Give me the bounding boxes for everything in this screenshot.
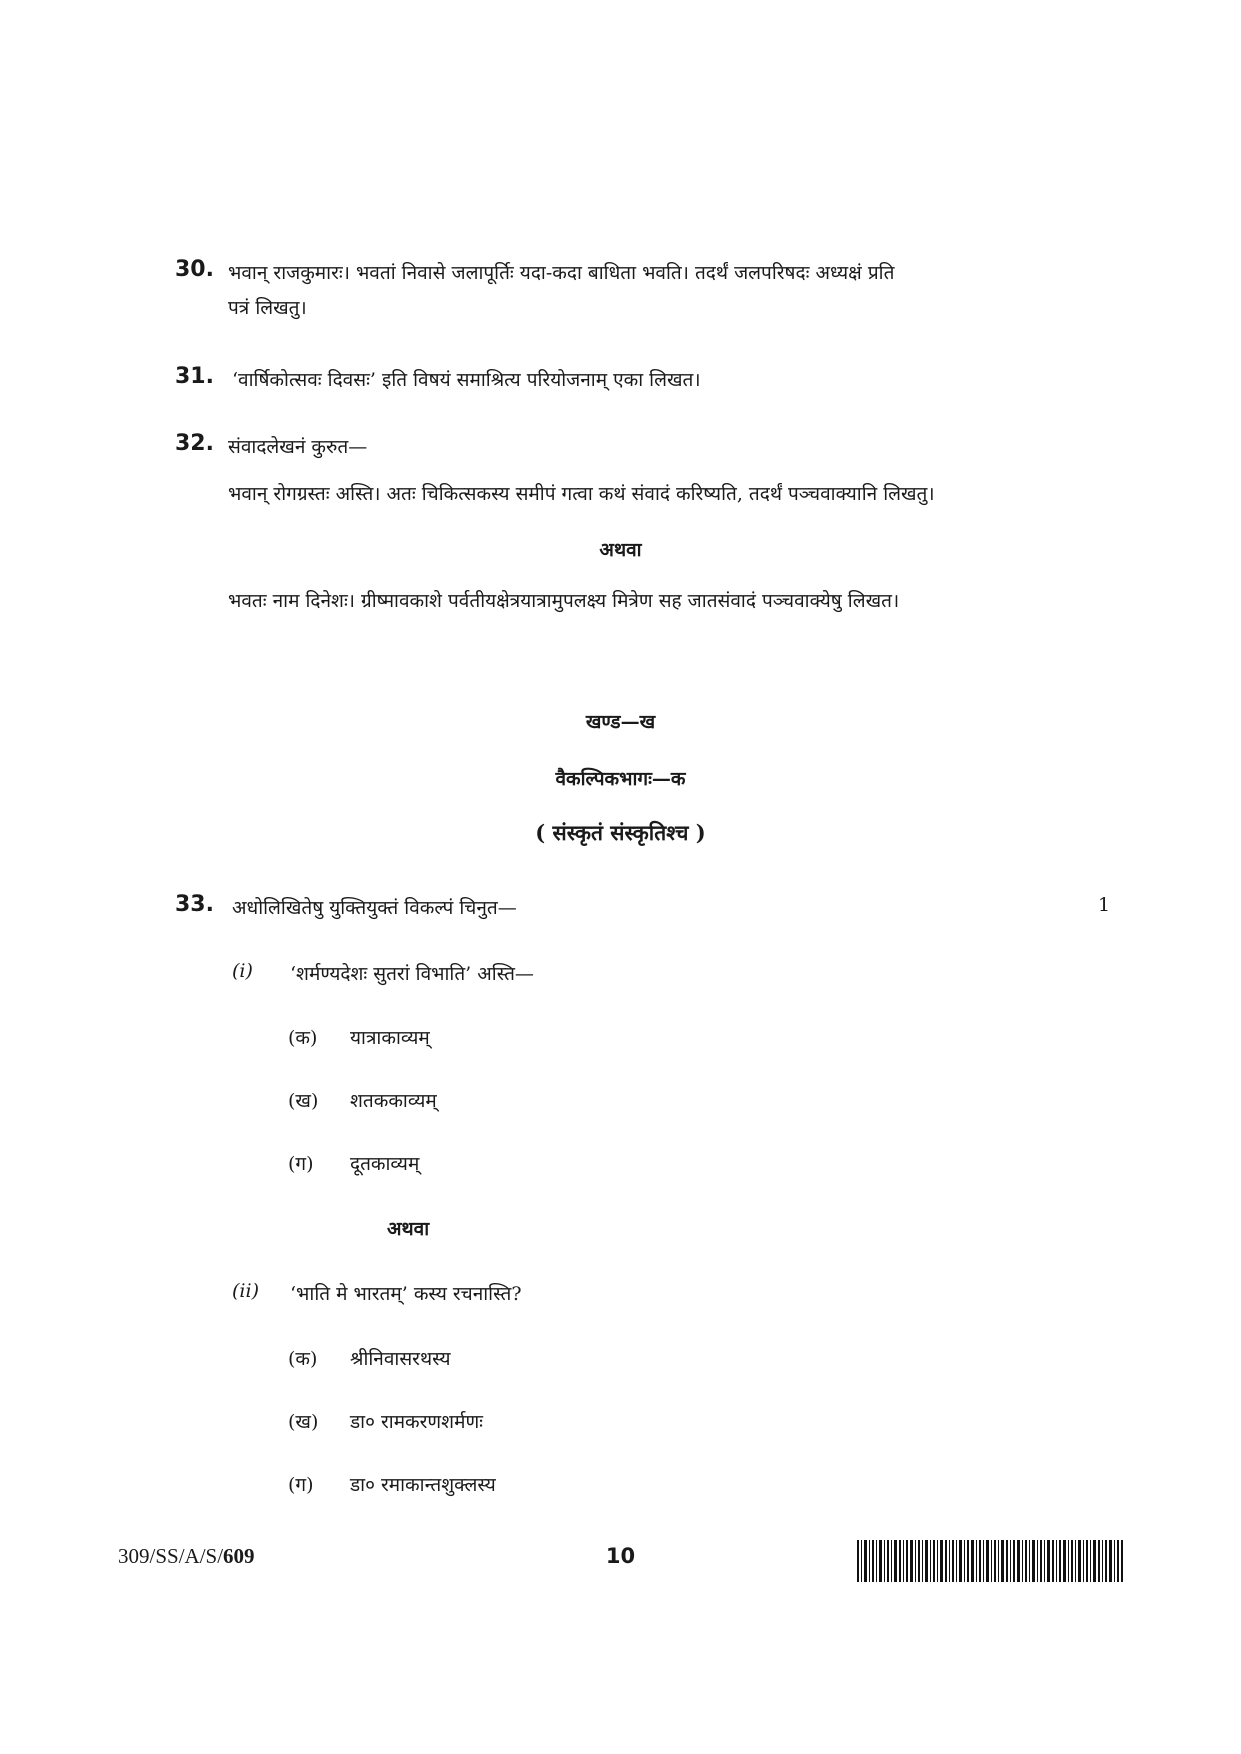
question-text: पत्रं लिखतु। [228, 297, 307, 319]
sub-question-label: (i) [232, 960, 253, 982]
question-text: भवान् राजकुमारः। भवतां निवासे जलापूर्तिः यदा-कदा बाधिता भवति। तदर्थं जलपरिषदः अध्यक्षं प्रति [228, 262, 895, 284]
option-text: डा० रामकरणशर्मणः [350, 1411, 484, 1433]
question-option: भवान् रोगग्रस्तः अस्ति। अतः चिकित्सकस्य समीपं गत्वा कथं संवादं करिष्यति, तदर्थं पञ्चवाक्यानि लिखतु। [228, 483, 935, 505]
option-label: (क) [288, 1027, 318, 1049]
sub-question-label: (ii) [232, 1280, 259, 1302]
option-label: (ग) [288, 1474, 314, 1496]
paper-code-number: 609 [223, 1544, 255, 1568]
option-label: (ग) [288, 1153, 314, 1175]
option-text: डा० रमाकान्तशुक्लस्य [350, 1474, 496, 1496]
sub-question-text: ‘शर्मण्यदेशः सुतरां विभाति’ अस्ति— [290, 963, 534, 985]
question-number: 31. [175, 364, 214, 389]
section-title: खण्ड—ख [585, 711, 656, 733]
sub-question-text: ‘भाति मे भारतम्’ कस्य रचनास्ति? [290, 1283, 522, 1305]
question-text: अधोलिखितेषु युक्तियुक्तं विकल्पं चिनुत— [232, 897, 517, 919]
question-number: 30. [175, 257, 214, 282]
barcode-icon [857, 1540, 1123, 1582]
or-separator: अथवा [599, 539, 642, 561]
option-label: (ख) [288, 1411, 319, 1433]
option-text: दूतकाव्यम् [350, 1153, 420, 1175]
question-number: 32. [175, 431, 214, 456]
section-topic: ( संस्कृतं संस्कृतिश्च ) [535, 820, 706, 845]
option-text: शतककाव्यम् [350, 1090, 437, 1112]
question-number: 33. [175, 892, 214, 917]
or-separator: अथवा [387, 1218, 430, 1240]
option-text: श्रीनिवासरथस्य [350, 1348, 451, 1370]
option-text: यात्राकाव्यम् [350, 1027, 430, 1049]
section-subtitle: वैकल्पिकभागः—क [555, 768, 686, 790]
page-number: 10 [605, 1544, 636, 1568]
question-text: संवादलेखनं कुरुत— [228, 436, 368, 458]
paper-code-prefix: 309/SS/A/S/ [118, 1544, 224, 1568]
question-option: भवतः नाम दिनेशः। ग्रीष्मावकाशे पर्वतीयक्षेत्रयात्रामुपलक्ष्य मित्रेण सह जातसंवादं पञ्चवाक्येषु लिखत। [228, 590, 900, 612]
option-label: (क) [288, 1348, 318, 1370]
option-label: (ख) [288, 1090, 319, 1112]
question-text: ‘वार्षिकोत्सवः दिवसः’ इति विषयं समाश्रित्य परियोजनाम् एका लिखत। [232, 369, 701, 391]
marks: 1 [1098, 894, 1111, 916]
